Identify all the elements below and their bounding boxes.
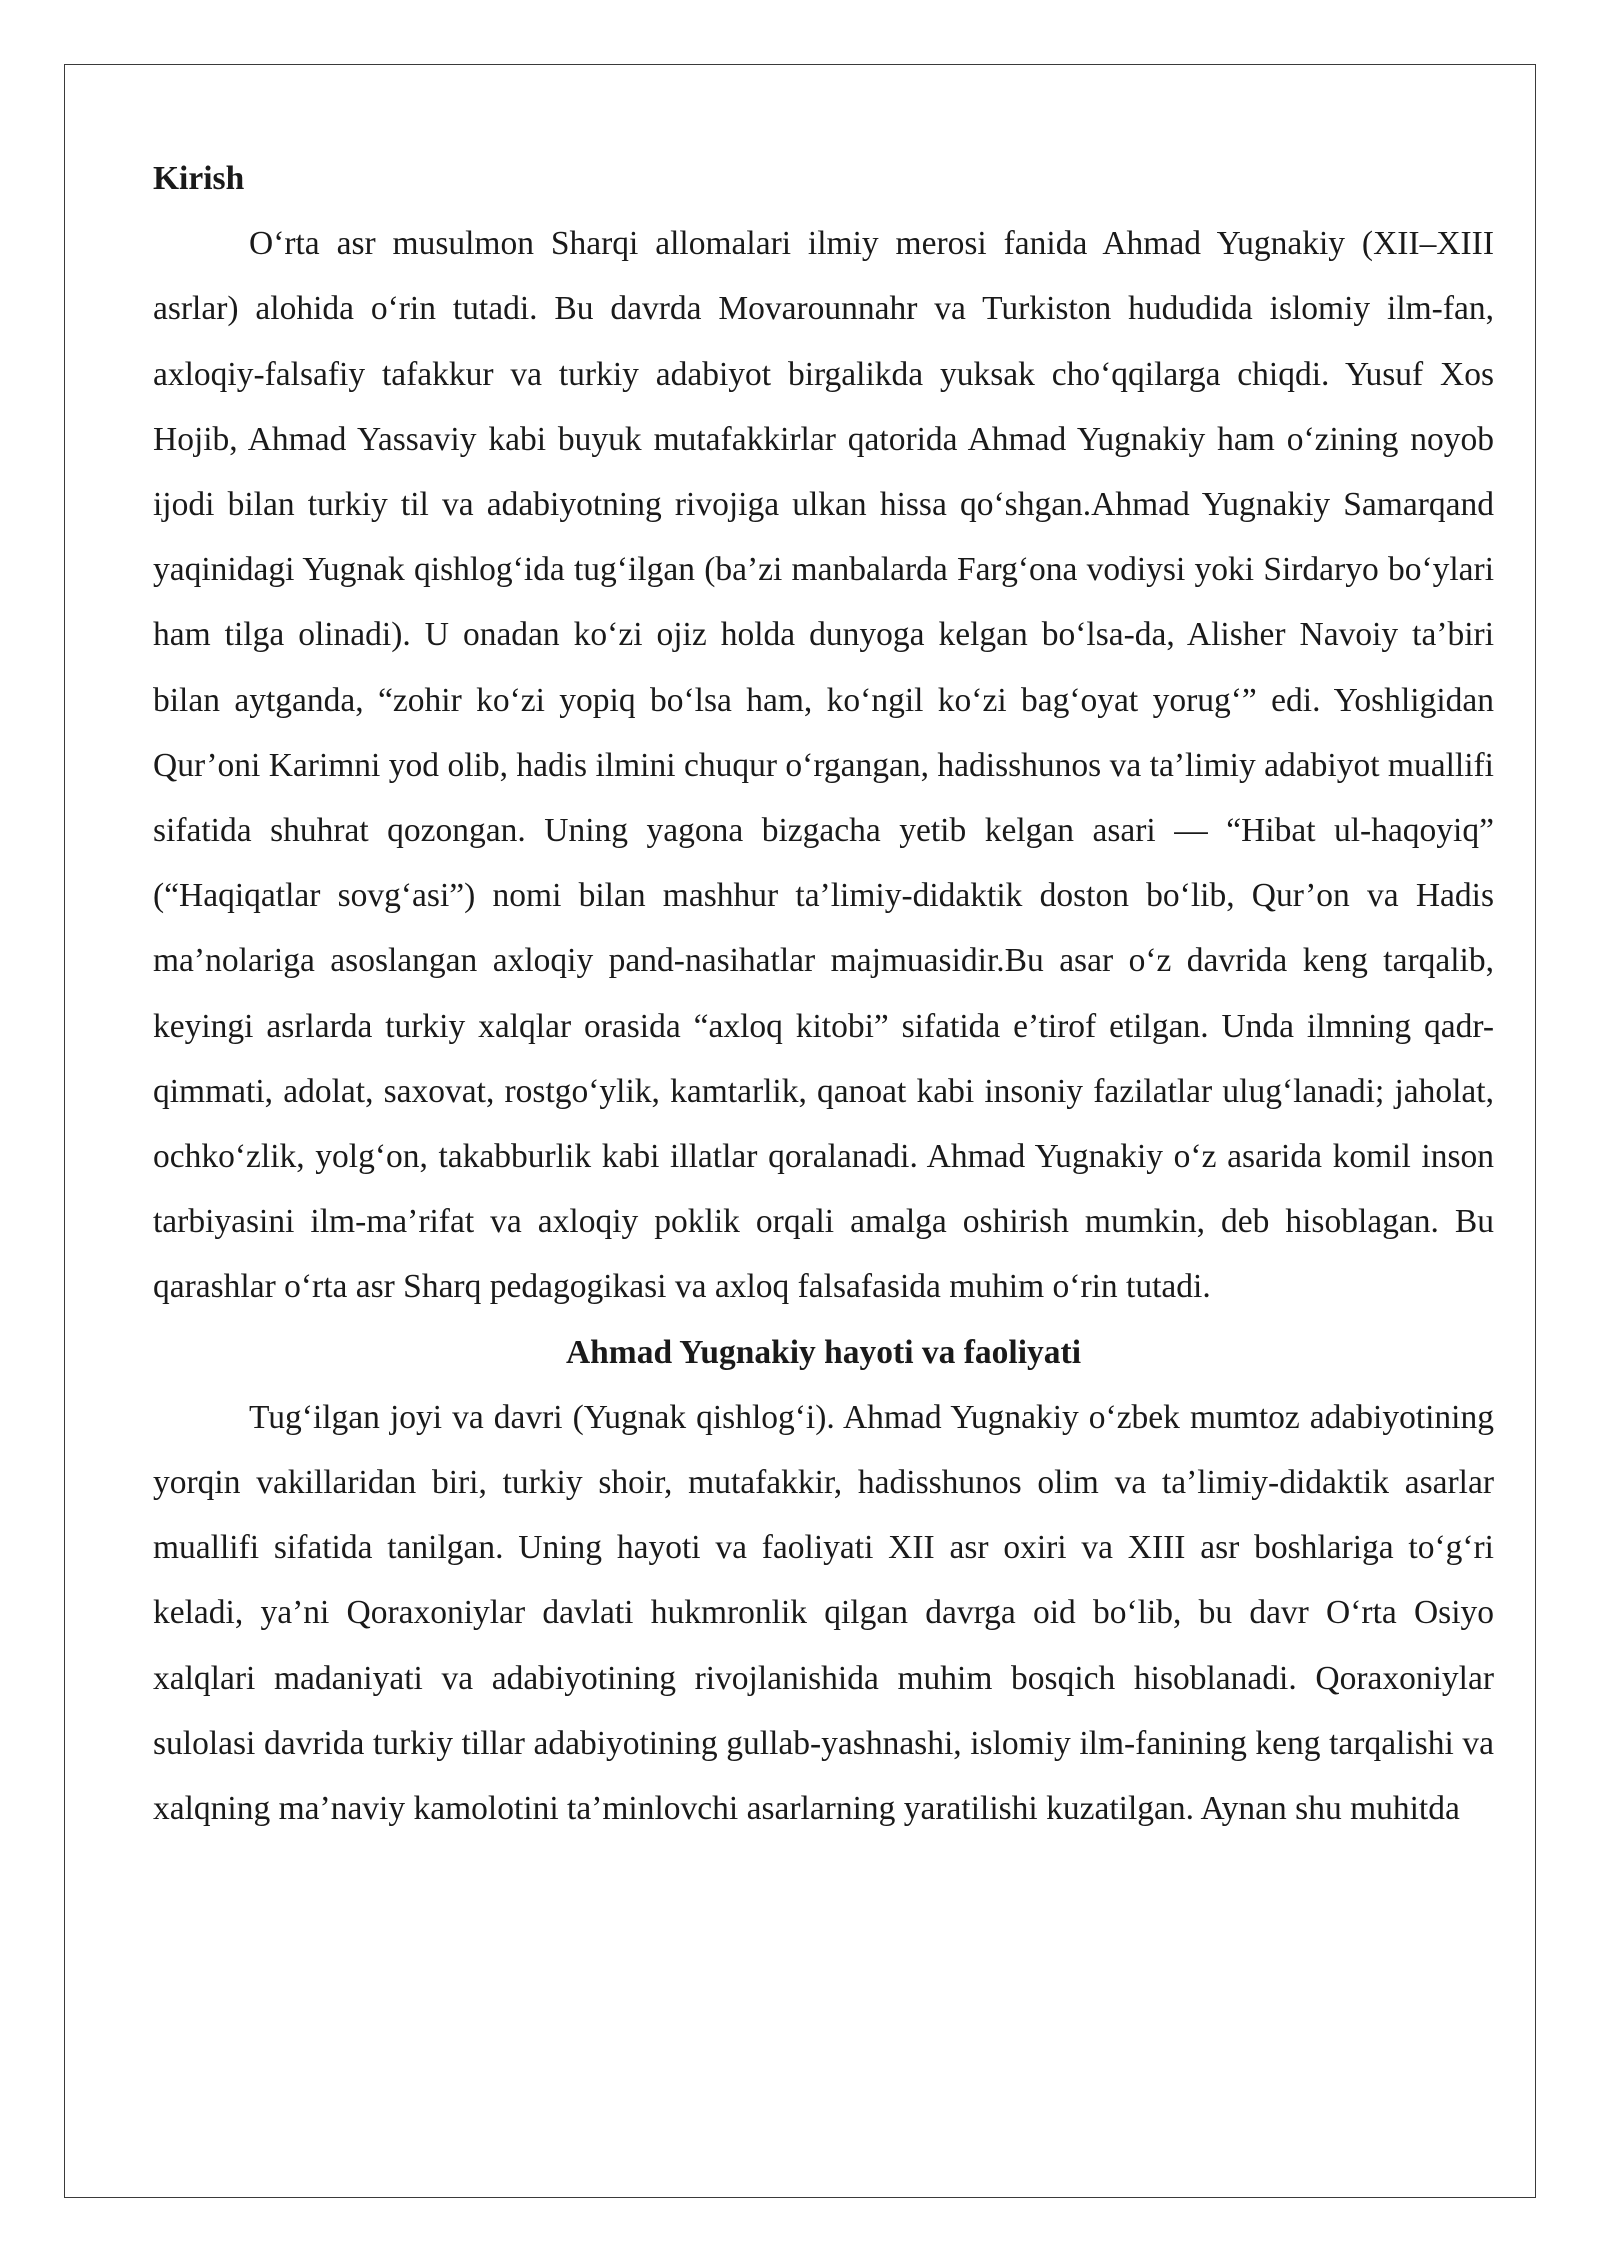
section-heading-intro: Kirish [153,160,245,197]
biography-paragraph: Tug‘ilgan joyi va davri (Yugnak qishlog‘i). Ahmad Yugnakiy o‘zbek mumtoz adabiyotining yorqin vakillaridan biri, turkiy shoir, mutafakkir, hadisshunos olim va ta’limiy-didaktik asarlar muallifi sifatida tanilgan. Uning hayoti va faoliyati XII asr oxiri va XIII asr boshlariga to‘g‘ri keladi, ya’ni Qoraxoniylar davlati hukmronlik qilgan davrga oid bo‘lib, bu davr O‘rta Osiyo xalqlari madaniyati va adabiyotining rivojlanishida muhim bosqich hisoblanadi. Qoraxoniylar sulolasi davrida turkiy tillar adabiyotining gullab-yashnashi, islomiy ilm-fanining keng tarqalishi va xalqning ma’naviy kamolotini ta’minlovchi asarlarning yaratilishi kuzatilgan. Aynan shu muhitda [153,1398,1494,1828]
intro-paragraph: O‘rta asr musulmon Sharqi allomalari ilmiy merosi fanida Ahmad Yugnakiy (XII–XIII asrlar) alohida o‘rin tutadi. Bu davrda Movarounnahr va Turkiston hududida islomiy ilm-fan, axloqiy-falsafiy tafakkur va turkiy adabiyot birgalikda yuksak cho‘qqilarga chiqdi. Yusuf Xos Hojib, Ahmad Yassaviy kabi buyuk mutafakkirlar qatorida Ahmad Yugnakiy ham o‘zining noyob ijodi bilan turkiy til va adabiyotning rivojiga ulkan hissa qo‘shgan.Ahmad Yugnakiy Samarqand yaqinidagi Yugnak qishlog‘ida tug‘ilgan (ba’zi manbalarda Farg‘ona vodiysi yoki Sirdaryo bo‘ylari ham tilga olinadi). U onadan ko‘zi ojiz holda dunyoga kelgan bo‘lsa-da, Alisher Navoiy ta’biri bilan aytganda, “zohir ko‘zi yopiq bo‘lsa ham, ko‘ngil ko‘zi bag‘oyat yorug‘” edi. Yoshligidan Qur’oni Karimni yod olib, hadis ilmini chuqur o‘rgangan, hadisshunos va ta’limiy adabiyot muallifi sifatida shuhrat qozongan. Uning yagona bizgacha yetib kelgan asari — “Hibat ul-haqoyiq” (“Haqiqatlar sovg‘asi”) nomi bilan mashhur ta’limiy-didaktik doston bo‘lib, Qur’on va Hadis ma’nolariga asoslangan axloqiy pand-nasihatlar majmuasidir.Bu asar o‘z davrida keng tarqalib, keyingi asrlarda turkiy xalqlar orasida “axloq kitobi” sifatida e’tirof etilgan. Unda ilmning qadr-qimmati, adolat, saxovat, rostgo‘ylik, kamtarlik, qanoat kabi insoniy fazilatlar ulug‘lanadi; jaholat, ochko‘zlik, yolg‘on, takabburlik kabi illatlar qoralanadi. Ahmad Yugnakiy o‘z asarida komil inson tarbiyasini ilm-ma’rifat va axloqiy poklik orqali amalga oshirish mumkin, deb hisoblagan. Bu qarashlar o‘rta asr Sharq pedagogikasi va axloq falsafasida muhim o‘rin tutadi. [153,225,1494,1306]
document-body [153,146,1494,1841]
section-heading-biography: Ahmad Yugnakiy hayoti va faoliyati [565,1333,1081,1371]
